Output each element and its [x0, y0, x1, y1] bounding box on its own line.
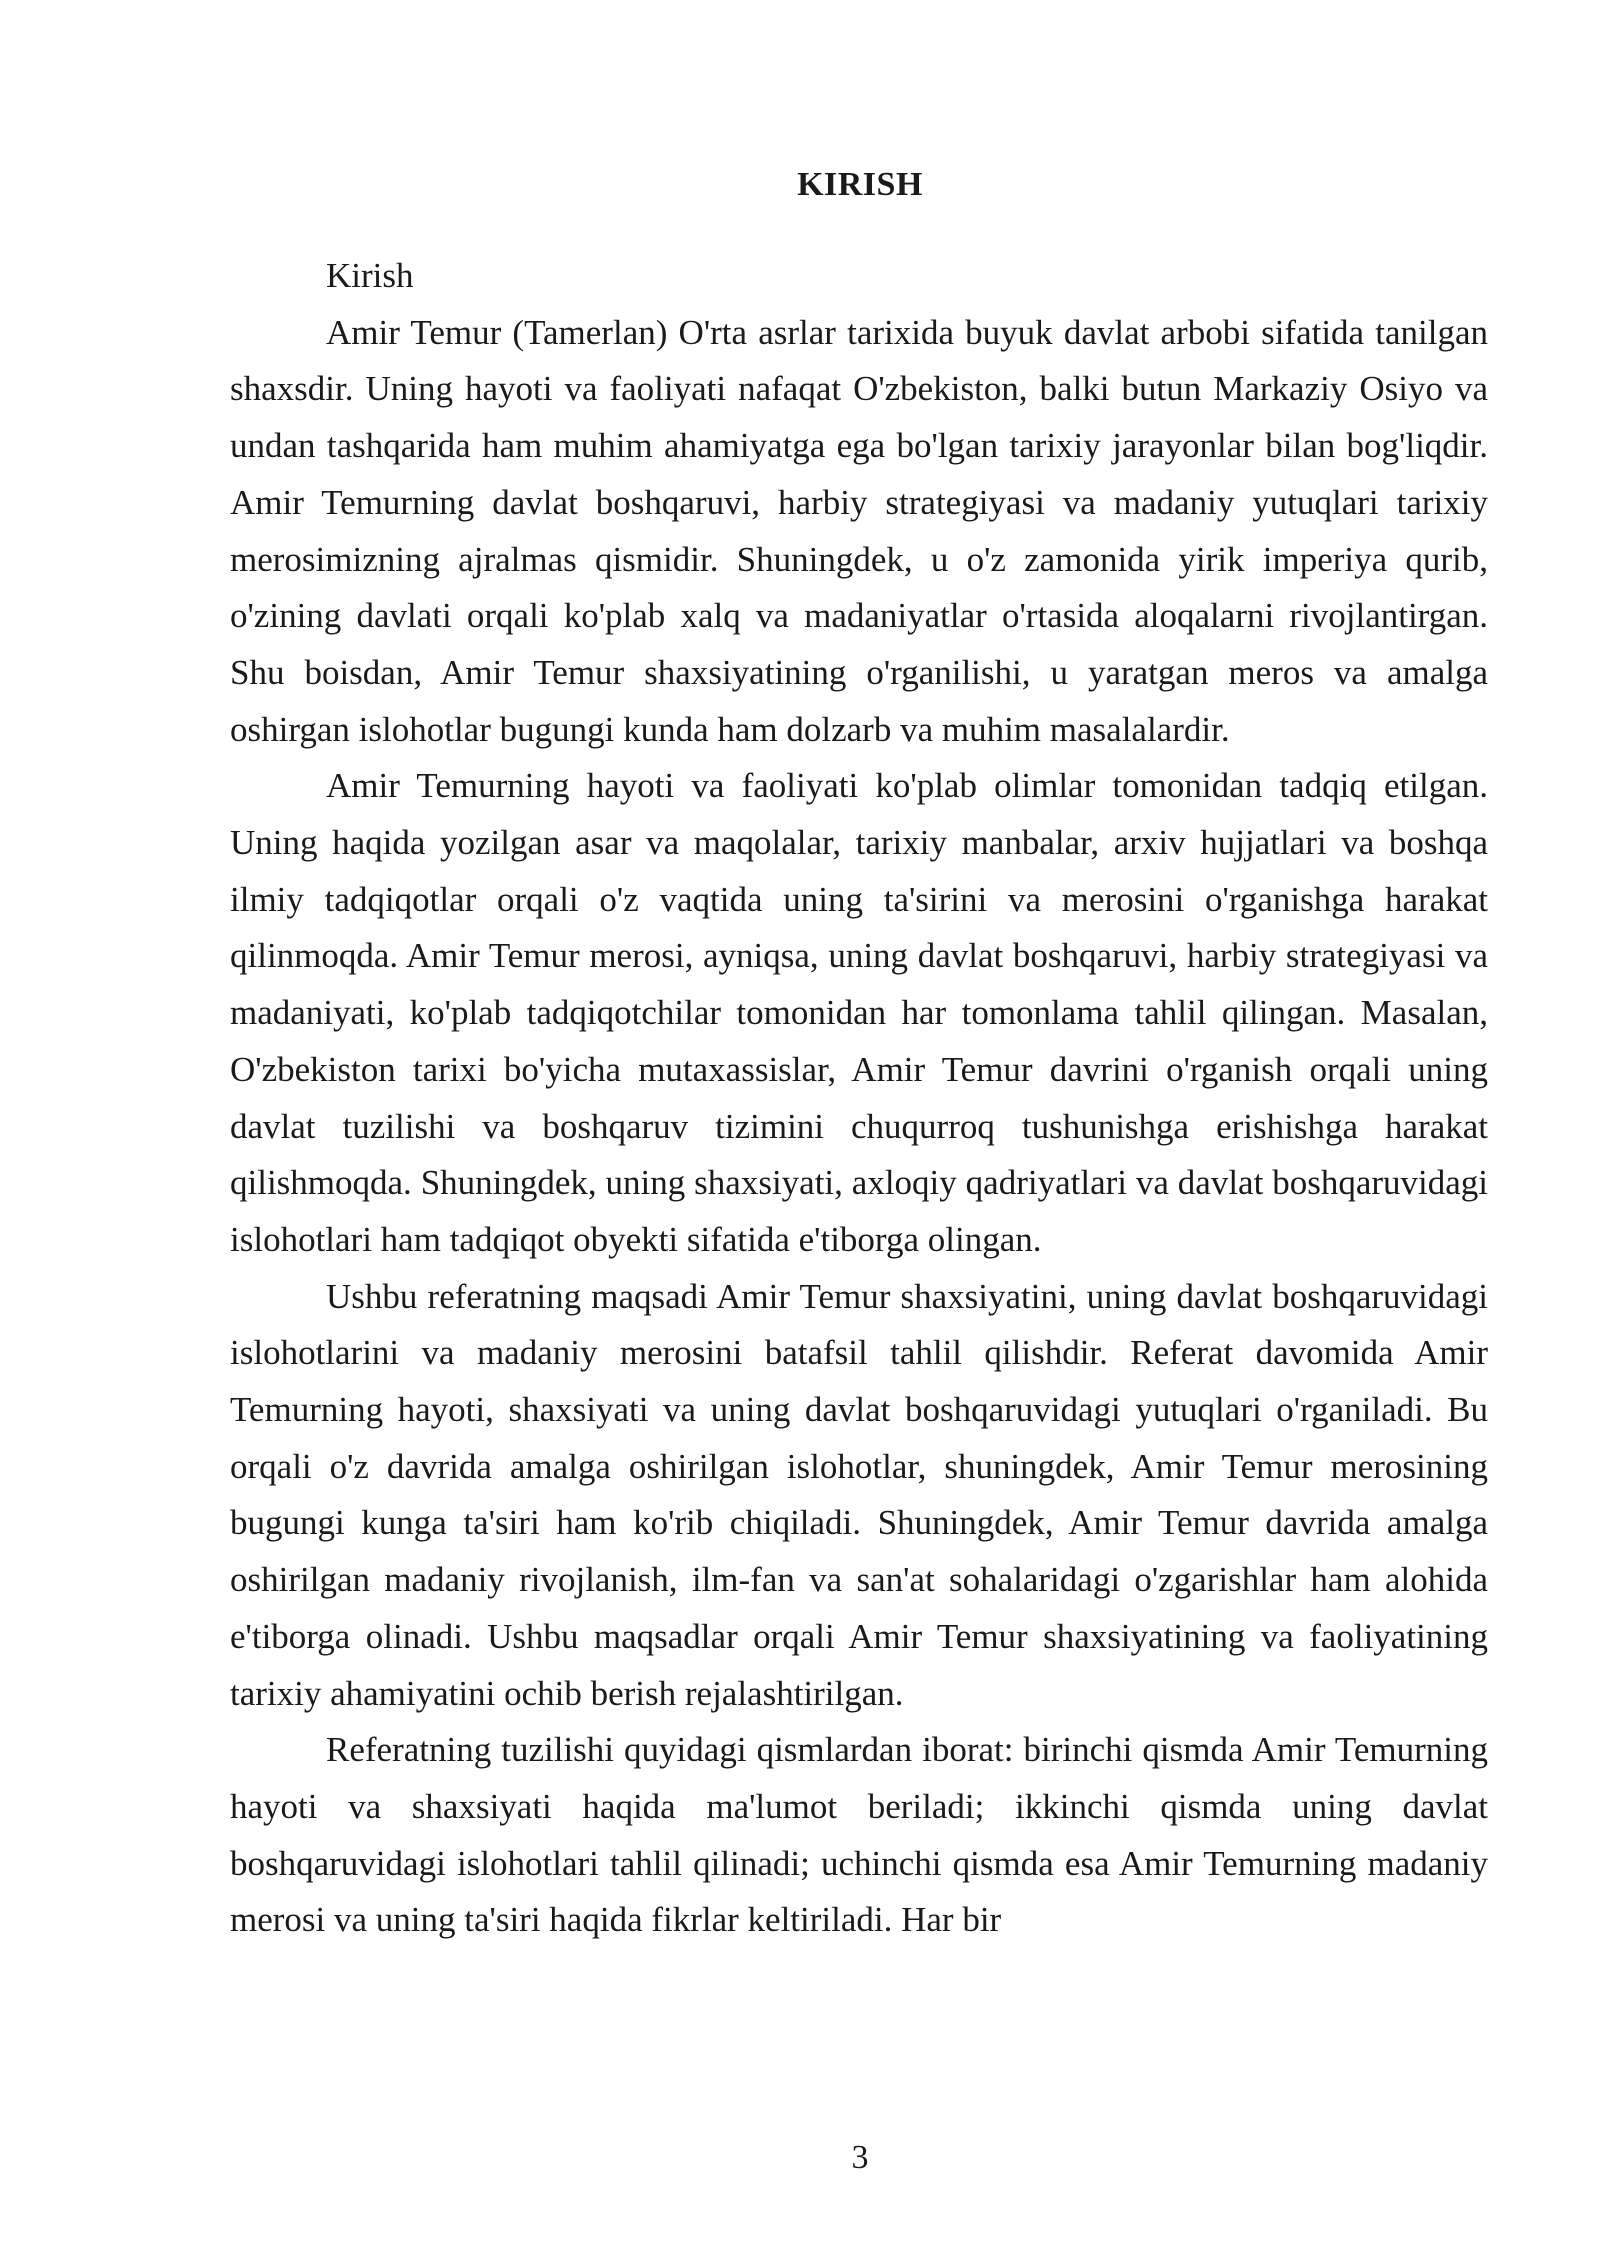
paragraph: Ushbu referatning maqsadi Amir Temur shaxsiyatini, uning davlat boshqaruvidagi islohotlarini va madaniy merosini batafsil tahlil qilishdir. Referat davomida Amir Temurning hayoti, shaxsiyati va uning davlat boshqaruvidagi yutuqlari o'rganiladi. Bu orqali o'z davrida amalga oshirilgan islohotlar, shuningdek, Amir Temur merosining bugungi kunga ta'siri ham ko'rib chiqiladi. Shuningdek, Amir Temur davrida amalga oshirilgan madaniy rivojlanish, ilm-fan va san'at sohalaridagi o'zgarishlar ham alohida e'tiborga olinadi. Ushbu maqsadlar orqali Amir Temur shaxsiyatining va faoliyatining tarixiy ahamiyatini ochib berish rejalashtirilgan. [230, 1276, 1488, 1713]
page-title: KIRISH [797, 166, 923, 203]
paragraph: Amir Temur (Tamerlan) O'rta asrlar tarixida buyuk davlat arbobi sifatida tanilgan shaxsdir. Uning hayoti va faoliyati nafaqat O'zbekiston, balki butun Markaziy Osiyo va undan tashqarida ham muhim ahamiyatga ega bo'lgan tarixiy jarayonlar bilan bog'liqdir. Amir Temurning davlat boshqaruvi, harbiy strategiyasi va madaniy yutuqlari tarixiy merosimizning ajralmas qismidir. Shuningdek, u o'z zamonida yirik imperiya qurib, o'zining davlati orqali ko'plab xalq va madaniyatlar o'rtasida aloqalarni rivojlantirgan. Shu boisdan, Amir Temur shaxsiyatining o'rganilishi, u yaratgan meros va amalga oshirgan islohotlar bugungi kunda ham dolzarb va muhim masalalardir. [230, 312, 1488, 749]
body-text [230, 248, 1488, 1949]
paragraph: Amir Temurning hayoti va faoliyati ko'plab olimlar tomonidan tadqiq etilgan. Uning haqida yozilgan asar va maqolalar, tarixiy manbalar, arxiv hujjatlari va boshqa ilmiy tadqiqotlar orqali o'z vaqtida uning ta'sirini va merosini o'rganishga harakat qilinmoqda. Amir Temur merosi, ayniqsa, uning davlat boshqaruvi, harbiy strategiyasi va madaniyati, ko'plab tadqiqotchilar tomonidan har tomonlama tahlil qilingan. Masalan, O'zbekiston tarixi bo'yicha mutaxassislar, Amir Temur davrini o'rganish orqali uning davlat tuzilishi va boshqaruv tizimini chuqurroq tushunishga erishishga harakat qilishmoqda. Shuningdek, uning shaxsiyati, axloqiy qadriyatlari va davlat boshqaruvidagi islohotlari ham tadqiqot obyekti sifatida e'tiborga olingan. [230, 766, 1488, 1259]
paragraph: Referatning tuzilishi quyidagi qismlardan iborat: birinchi qismda Amir Temurning hayoti va shaxsiyati haqida ma'lumot beriladi; ikkinchi qismda uning davlat boshqaruvidagi islohotlari tahlil qilinadi; uchinchi qismda esa Amir Temurning madaniy merosi va uning ta'siri haqida fikrlar keltiriladi. Har bir [230, 1730, 1488, 1940]
page-number: 3 [851, 2139, 869, 2176]
paragraph-subheading: Kirish [326, 256, 414, 295]
